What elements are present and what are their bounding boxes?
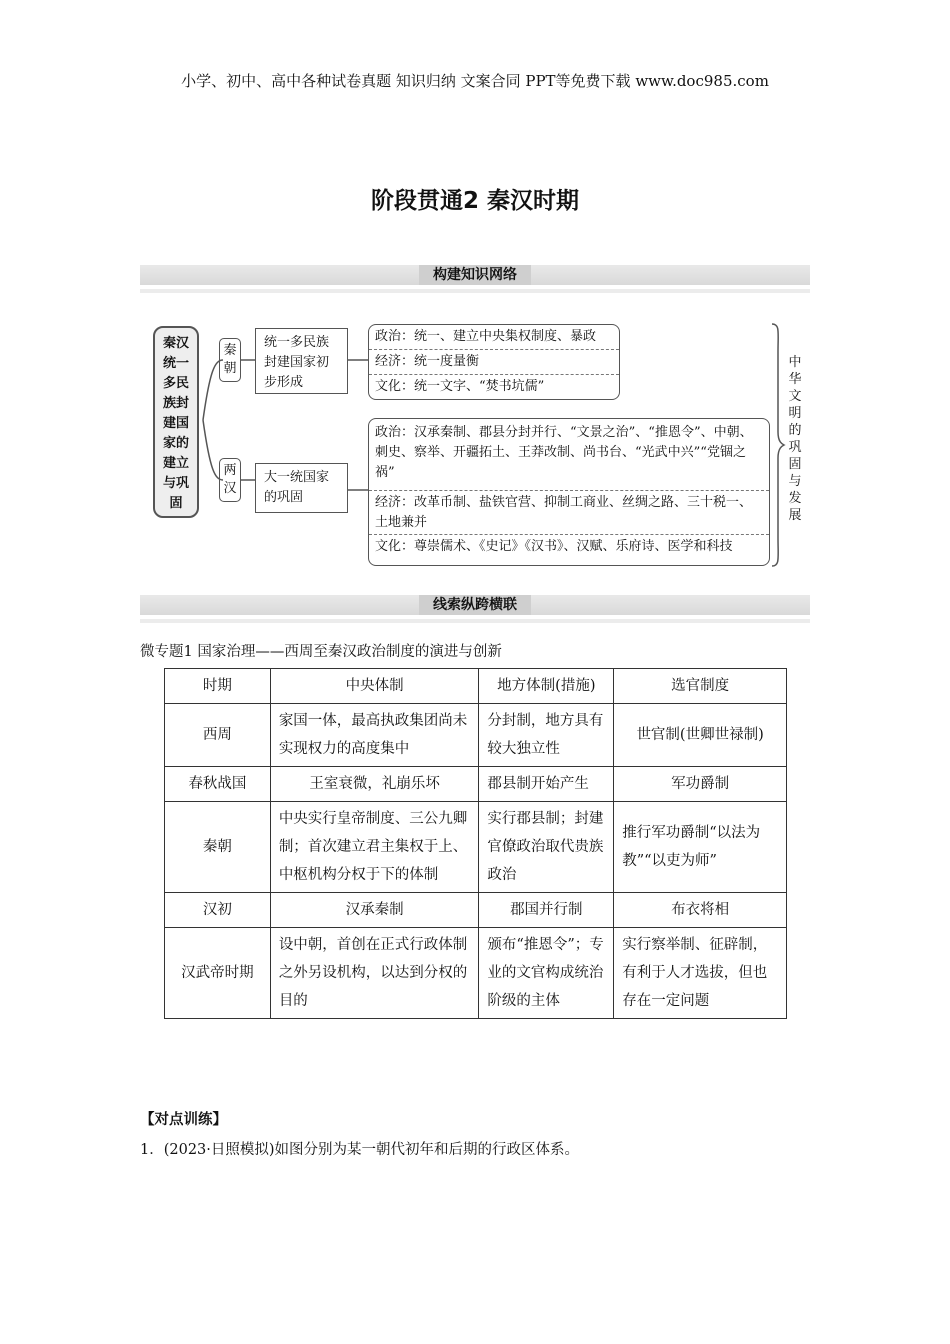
table-cell: 郡国并行制 (479, 893, 614, 928)
qin-economy: 经济：统一度量衡 (369, 350, 619, 375)
table-cell: 秦朝 (165, 802, 271, 893)
page-title: 阶段贯通2 秦汉时期 (370, 188, 579, 214)
han-details (368, 418, 770, 566)
dynasty-qin: 秦朝 (219, 338, 241, 382)
table-cell: 实行郡县制；封建官僚政治取代贵族政治 (479, 802, 614, 893)
summary-brace (770, 322, 786, 568)
table-header: 地方体制(措施) (479, 669, 614, 704)
table-cell: 汉初 (165, 893, 271, 928)
table-cell: 颁布“推恩令”；专业的文官构成统治阶级的主体 (479, 928, 614, 1019)
table-cell: 设中朝，首创在正式行政体制之外另设机构，以达到分权的目的 (270, 928, 479, 1019)
section-banner-network (140, 265, 810, 285)
institution-table (164, 668, 787, 1019)
table-row (165, 802, 787, 893)
table-row (165, 704, 787, 767)
table-row (165, 928, 787, 1019)
han-culture: 文化：尊崇儒术、《史记》《汉书》、汉赋、乐府诗、医学和科技 (375, 539, 733, 554)
practice-heading: 【对点训练】 (140, 1111, 227, 1128)
table-cell: 郡县制开始产生 (479, 767, 614, 802)
table-header-row (165, 669, 787, 704)
bracket-lines (346, 320, 370, 570)
table-cell: 西周 (165, 704, 271, 767)
han-politics: 政治：汉承秦制、郡县分封并行、“文景之治”、“推恩令”、中朝、刺史、察举、开疆拓土、王莽改制、尚书台、“光武中兴”“党锢之祸” (369, 421, 769, 491)
table-header: 中央体制 (270, 669, 479, 704)
table-cell: 家国一体，最高执政集团尚未实现权力的高度集中 (270, 704, 479, 767)
table-cell: 王室衰微，礼崩乐坏 (270, 767, 479, 802)
table-row (165, 767, 787, 802)
table-cell: 推行军功爵制“以法为教”“以吏为师” (614, 802, 787, 893)
table-cell: 世官制(世卿世禄制) (614, 704, 787, 767)
qin-politics: 政治：统一、建立中央集权制度、暴政 (369, 325, 619, 350)
question-1: 1．(2023·日照模拟)如图分别为某一朝代初年和后期的行政区体系。 (140, 1142, 580, 1158)
banner-label: 构建知识网络 (419, 265, 531, 285)
table-cell: 汉承秦制 (270, 893, 479, 928)
banner-label: 线索纵跨横联 (419, 595, 531, 615)
table-cell: 布衣将相 (614, 893, 787, 928)
banner-underline (140, 289, 810, 293)
qin-culture: 文化：统一文字、“焚书坑儒” (375, 379, 545, 394)
page-header: 小学、初中、高中各种试卷真题 知识归纳 文案合同 PPT等免费下载 www.doc985.com (181, 72, 769, 90)
table-cell: 军功爵制 (614, 767, 787, 802)
table-cell: 中央实行皇帝制度、三公九卿制；首次建立君主集权于上、中枢机构分权于下的体制 (270, 802, 479, 893)
han-economy: 经济：改革币制、盐铁官营、抑制工商业、丝绸之路、三十税一、土地兼并 (369, 491, 769, 535)
qin-description: 统一多民族封建国家初步形成 (255, 328, 348, 394)
dynasty-han: 两汉 (219, 458, 241, 502)
table-cell: 春秋战国 (165, 767, 271, 802)
qin-details (368, 324, 620, 400)
han-description: 大一统国家的巩固 (255, 463, 348, 513)
table-header: 选官制度 (614, 669, 787, 704)
table-cell: 实行察举制、征辟制，有利于人才选拔，但也存在一定问题 (614, 928, 787, 1019)
table-header: 时期 (165, 669, 271, 704)
network-summary: 中华文明的巩固与发展 (788, 355, 802, 523)
subtopic-title: 微专题1 国家治理——西周至秦汉政治制度的演进与创新 (140, 644, 502, 660)
table-row (165, 893, 787, 928)
network-topic: 秦汉统一多民族封建国家的建立与巩固 (153, 326, 199, 518)
banner-underline (140, 619, 810, 623)
table-cell: 汉武帝时期 (165, 928, 271, 1019)
section-banner-threads (140, 595, 810, 615)
table-cell: 分封制，地方具有较大独立性 (479, 704, 614, 767)
